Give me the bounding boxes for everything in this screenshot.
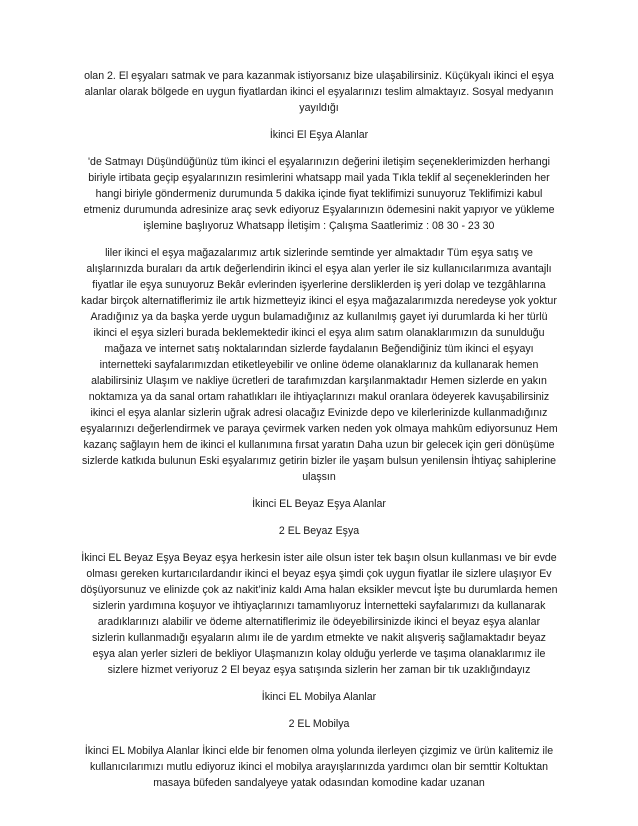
paragraph-magazalar: liler ikinci el eşya mağazalarımız artık sizlerinde semtinde yer almaktadır Tüm eşya satış ve alışlarınızda buraları da artık değerlendirin ikinci el eşya alan yerler ile siz kullanıcılarımıza avantajlı fiyatlar ile eşya sunuyoruz Bekâr evlerinden işyerlerine dersliklerden iş yeri dolap ve tezgâhlarına kadar birçok alternatiflerimiz ile artık hizmetteyiz ikinci el eşya mağazalarımızda neredeyse yok yoktur Aradığınız ya da başka yerde uygun bulamadığınız az kullanılmış gayet iyi durumlarda ki her türlü ikinci el eşya sizleri burada beklemektedir ikinci el eşya alım satım olanaklarımızın da sunulduğu mağaza ve internet satış noktalarından sizlerde faydalanın Beğendiğiniz tüm ikinci el eşyayı internetteki sayfalarımızdan etiketleyebilir ve online ödeme olanaklarınız da kullanarak hemen alabilirsiniz Ulaşım ve nakliye ücretleri de tarafımızdan karşılanmaktadır Hemen sizlerde en yakın noktamıza ya da sanal ortam rahatlıkları ile ihtiyaçlarınızı makul oranlara ödeyerek kavuşabilirsiniz ikinci el eşya alanlar sizlerin uğrak adresi olacağız Evinizde depo ve kilerlerinizde kullanmadığınız eşyalarınızı değerlendirmek ve paraya çevirmek varken neden yok olmaya mahkûm ediyorsunuz Hem kazanç sağlayın hem de ikinci el kullanımına fırsat yaratın Daha uzun bir gelecek için geri dönüşüme sizlerde katkıda bulunun Eski eşyalarımız getirin bizler ile yaşam bulsun yenilensin İhtiyaç sahiplerine ulaşsın <box>80 247 558 483</box>
paragraph-mobilya: İkinci EL Mobilya Alanlar İkinci elde bir fenomen olma yolunda ilerleyen çizgimiz ve ürün kalitemiz ile kullanıcılarımızı mutlu ediyoruz ikinci el mobilya arayışlarınızda yardımcı olan bir semttir Koltuktan masaya büfeden sandalyeye yatak odasından komodine kadar uzanan <box>84 745 554 789</box>
section-heading-beyaz-esya: 2 EL Beyaz Eşya <box>278 525 360 537</box>
section-heading-ikinci-el-esya: İkinci El Eşya Alanlar <box>269 129 369 141</box>
paragraph-satis-iletisim: 'de Satmayı Düşündüğünüz tüm ikinci el eşyalarınızın değerini iletişim seçeneklerimizden herhangi biriyle irtibata geçip eşyalarınızın resimlerini whatsapp mail yada Tıkla teklif al seçeneklerinden her hangi biriyle göndermeniz durumunda 5 dakika içinde fiyat teklifimizi sunuyoruz Teklifimizi kabul etmeniz durumunda adresinize araç sevk ediyoruz Eşyalarınızın ödemesini nakit yapıyor ve yükleme işlemine başlıyoruz Whatsapp İletişim : Çalışma Saatlerimiz : 08 30 - 23 30 <box>83 156 555 232</box>
document-page <box>80 68 558 802</box>
section-heading-mobilya-alanlar: İkinci EL Mobilya Alanlar <box>261 691 377 703</box>
section-heading-beyaz-esya-alanlar: İkinci EL Beyaz Eşya Alanlar <box>252 498 386 510</box>
paragraph-beyaz-esya: İkinci EL Beyaz Eşya Beyaz eşya herkesin ister aile olsun ister tek başın olsun kullanması ve bir evde olması gereken kurtarıcılardandır ikinci el beyaz eşya şimdi çok uygun fiyatlar ile sizlere ulaşıyor Ev döşüyorsunuz ve elinizde çok az nakit’iniz kaldı Ama halan eksikler mevcut İşte bu durumlarda hemen sizlerin yardımına koşuyor ve ihtiyaçlarınızı tamamlıyoruz İnternetteki sayfalarımızı da kullanarak aradıklarınızı alabilir ve ödeme alternatiflerimiz ile ödeyebilirsinizde ikinci el beyaz eşya alanlar sizlerin kullanmadığı eşyaların alımı ile de yardım etmekte ve nakit alışveriş sağlamaktadır beyaz eşya alan yerler sizleri de bekliyor Ulaşmanızın kolay olduğu yerlerde ve taşıma olanaklarımız ile sizlere hizmet veriyoruz 2 El beyaz eşya satışında sizlerin her zaman bir tık uzaklığındayız <box>80 552 558 676</box>
section-heading-mobilya: 2 EL Mobilya <box>288 718 350 730</box>
intro-paragraph: olan 2. El eşyaları satmak ve para kazanmak istiyorsanız bize ulaşabilirsiniz. Küçükyalı ikinci el eşya alanlar olarak bölgede en uygun fiyatlardan ikinci el eşyalarınızı teslim almaktayız. Sosyal medyanın yayıldığı <box>84 70 554 114</box>
